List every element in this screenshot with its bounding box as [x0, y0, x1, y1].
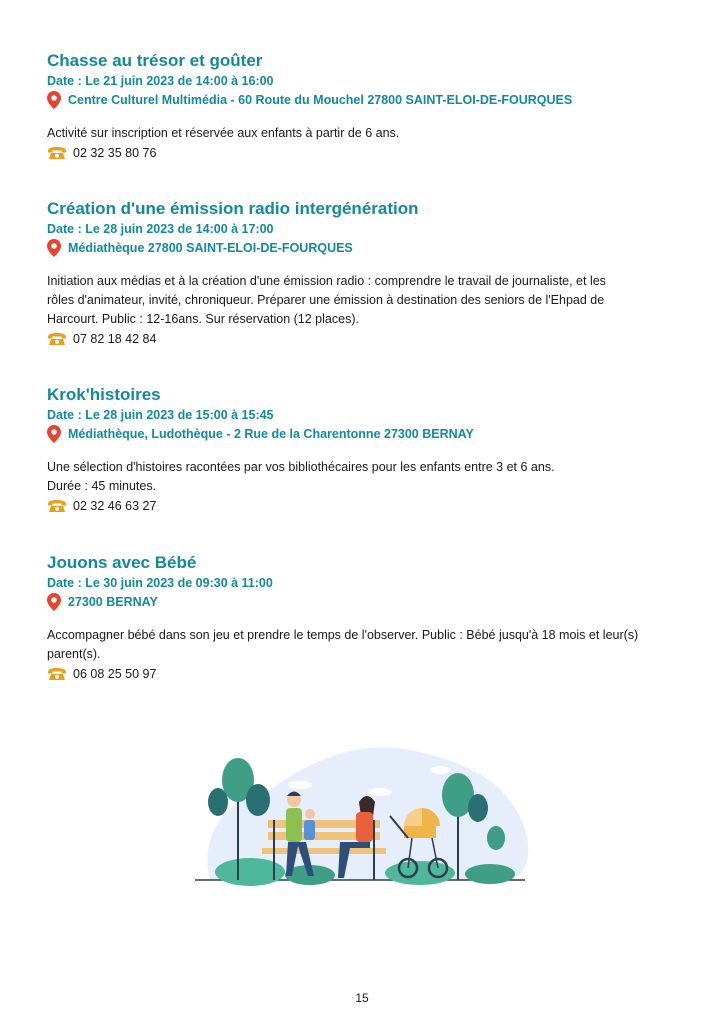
- event-location-text: 27300 BERNAY: [68, 595, 158, 609]
- telephone-icon: [47, 146, 67, 160]
- telephone-icon: [47, 332, 67, 346]
- telephone-icon: [47, 499, 67, 513]
- description-line: Durée : 45 minutes.: [47, 479, 157, 493]
- description-line: Initiation aux médias et à la création d'une émission radio : comprendre le travail de journaliste, et les: [47, 274, 606, 288]
- park-family-illustration: [190, 740, 530, 890]
- phone-number: 02 32 46 63 27: [73, 498, 157, 513]
- description-line: Harcourt. Public : 12-16ans. Sur réservation (12 places).: [47, 312, 359, 326]
- event-location-text: Médiathèque, Ludothèque - 2 Rue de la Charentonne 27300 BERNAY: [68, 427, 474, 441]
- phone-number: 07 82 18 42 84: [73, 331, 157, 346]
- event-1: [47, 50, 687, 162]
- event-date: Date : Le 21 juin 2023 de 14:00 à 16:00: [47, 74, 274, 88]
- page-number: 15: [355, 991, 369, 1005]
- event-description: [47, 124, 687, 143]
- event-title: Jouons avec Bébé: [47, 553, 197, 572]
- event-date: Date : Le 28 juin 2023 de 14:00 à 17:00: [47, 222, 274, 236]
- event-description: [47, 458, 687, 496]
- telephone-icon: [47, 667, 67, 681]
- event-location-text: Centre Culturel Multimédia - 60 Route du Mouchel 27800 SAINT-ELOI-DE-FOURQUES: [68, 93, 573, 107]
- map-pin-icon: [47, 425, 61, 443]
- event-description: [47, 272, 687, 329]
- event-date: Date : Le 28 juin 2023 de 15:00 à 15:45: [47, 408, 274, 422]
- map-pin-icon: [47, 91, 61, 109]
- event-phone: [47, 143, 687, 162]
- map-pin-icon: [47, 239, 61, 257]
- event-location: [47, 424, 687, 444]
- event-location-text: Médiathèque 27800 SAINT-ELOI-DE-FOURQUES: [68, 241, 353, 255]
- event-location: [47, 238, 687, 258]
- event-location: [47, 592, 687, 612]
- event-phone: [47, 664, 687, 683]
- event-description: [47, 626, 687, 664]
- event-location: [47, 90, 687, 110]
- phone-number: 02 32 35 80 76: [73, 145, 157, 160]
- description-line: Une sélection d'histoires racontées par vos bibliothécaires pour les enfants entre 3 et 6 ans.: [47, 460, 555, 474]
- description-line: Accompagner bébé dans son jeu et prendre le temps de l'observer. Public : Bébé jusqu'à 18 mois et leur(s): [47, 628, 639, 642]
- event-3: [47, 384, 687, 515]
- description-line: rôles d'animateur, invité, chroniqueur. Préparer une émission à destination des seniors de l'Ehpad de: [47, 293, 605, 307]
- event-4: [47, 552, 687, 683]
- map-pin-icon: [47, 593, 61, 611]
- event-title: Chasse au trésor et goûter: [47, 51, 263, 70]
- event-phone: [47, 496, 687, 515]
- description-line: Activité sur inscription et réservée aux enfants à partir de 6 ans.: [47, 126, 400, 140]
- event-title: Krok'histoires: [47, 385, 161, 404]
- event-title: Création d'une émission radio intergénération: [47, 199, 419, 218]
- event-2: [47, 198, 687, 348]
- event-date: Date : Le 30 juin 2023 de 09:30 à 11:00: [47, 576, 273, 590]
- phone-number: 06 08 25 50 97: [73, 666, 157, 681]
- event-phone: [47, 329, 687, 348]
- description-line: parent(s).: [47, 647, 101, 661]
